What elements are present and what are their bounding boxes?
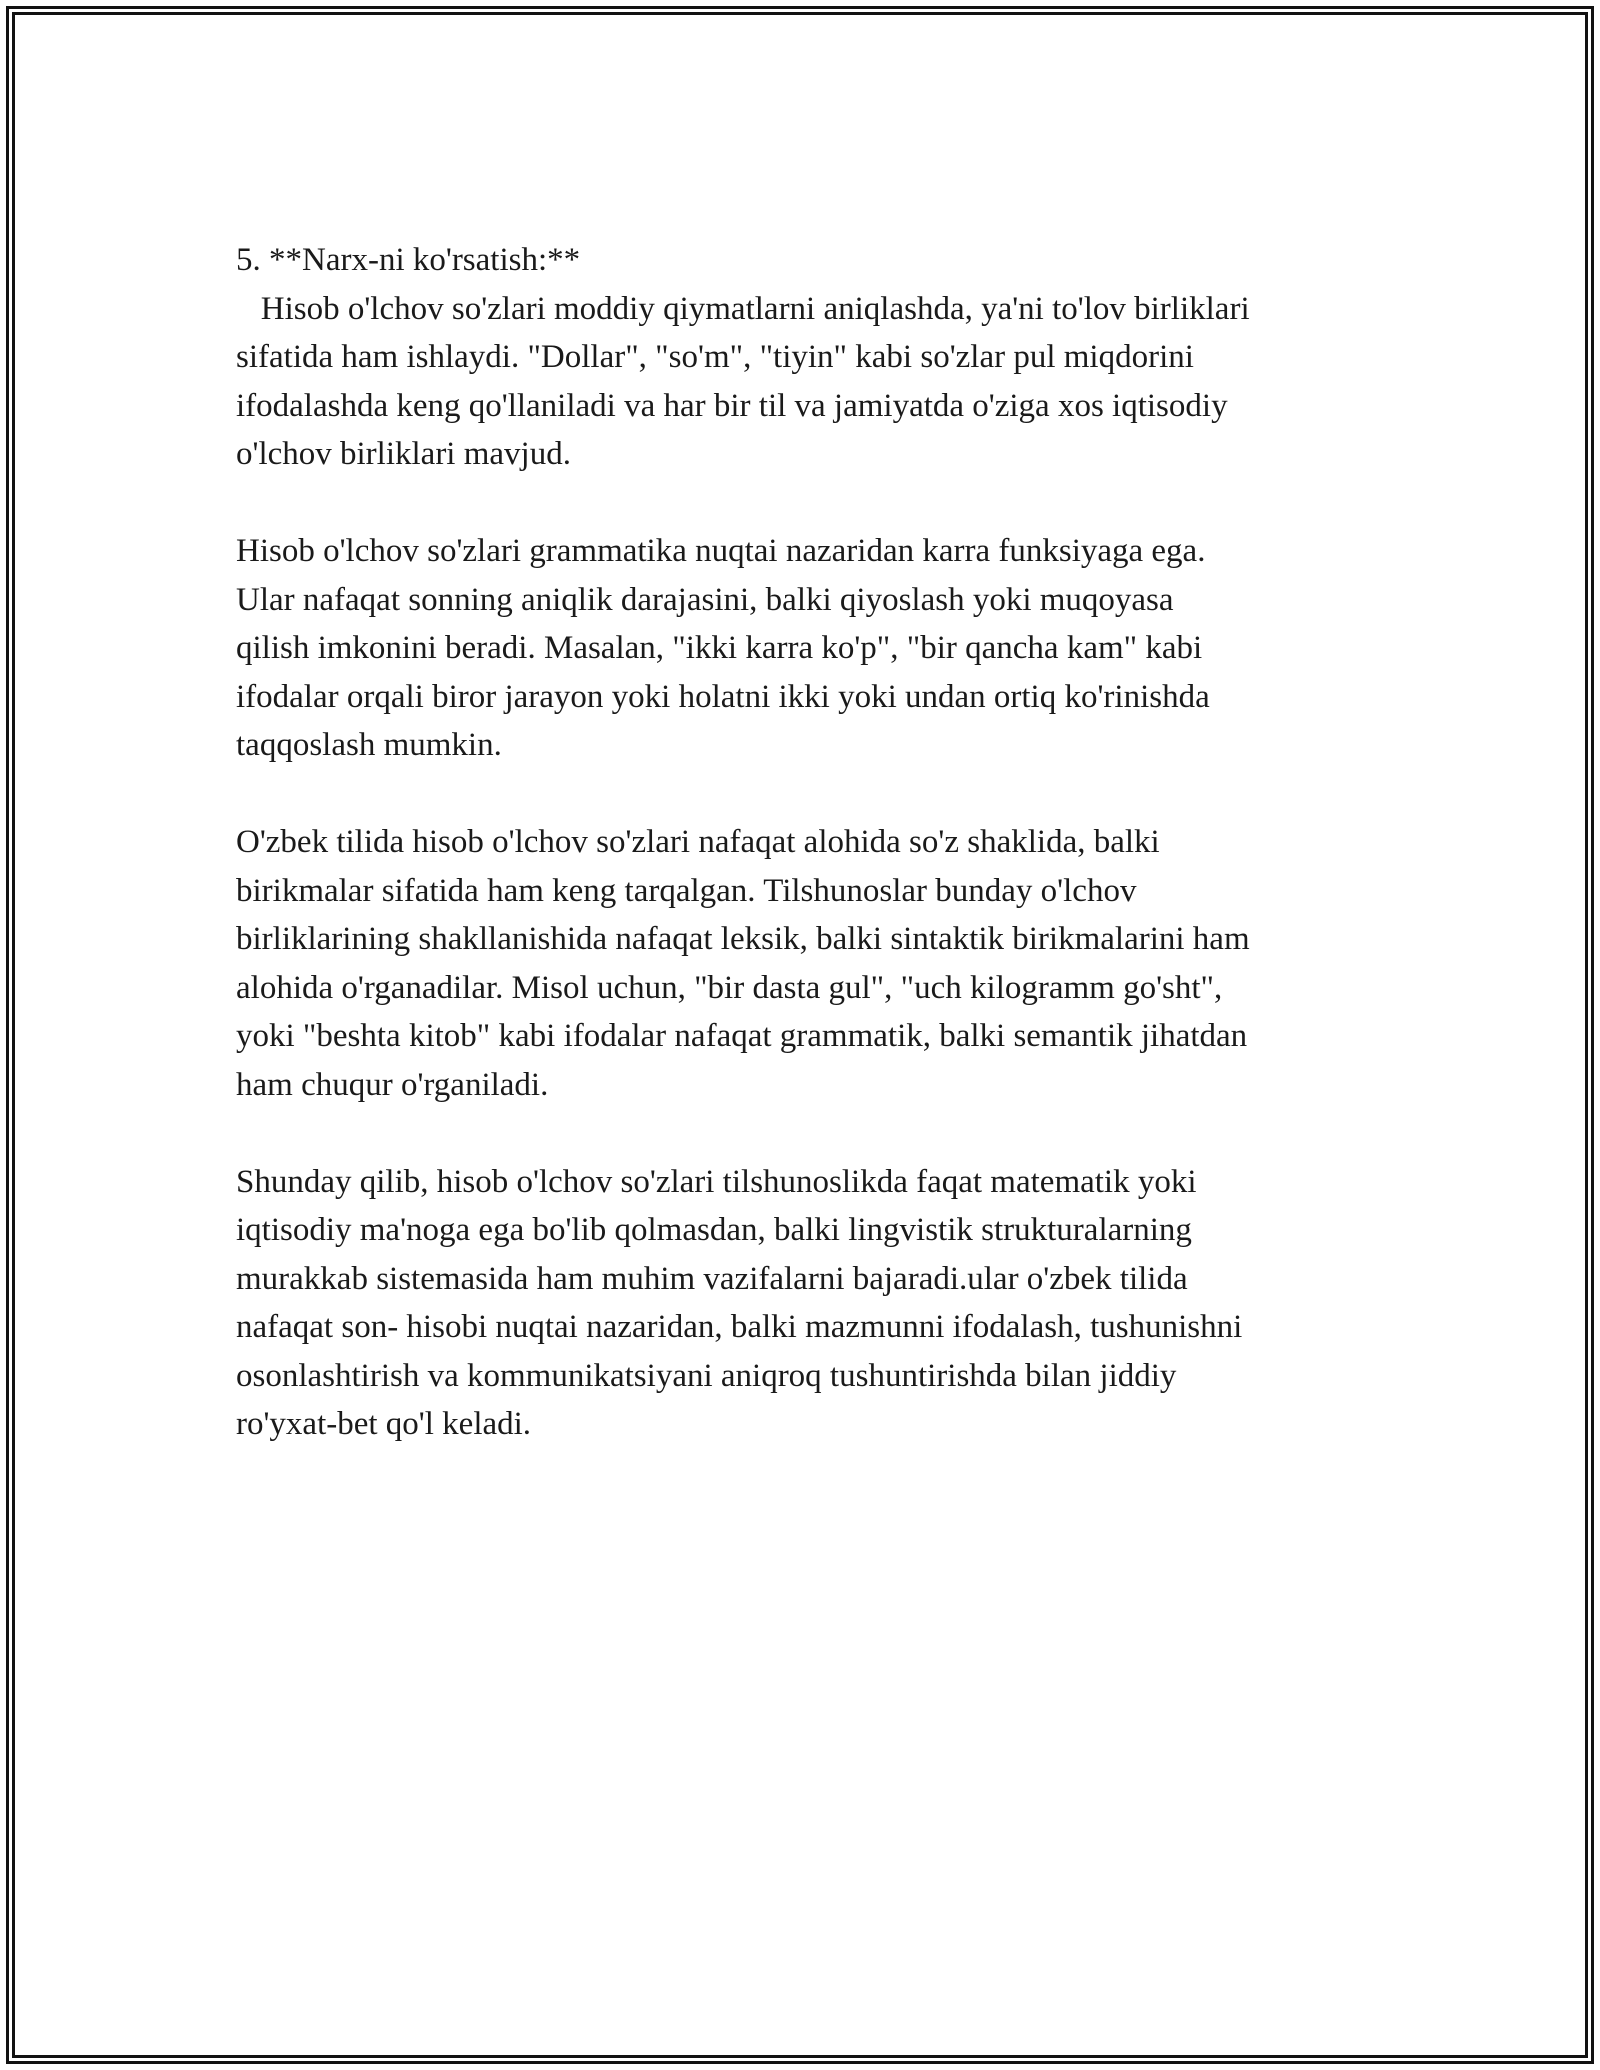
paragraph-grammar-function bbox=[236, 527, 1386, 770]
text-line: ham chuqur o'rganiladi. bbox=[236, 1066, 549, 1103]
paragraph-spacer bbox=[236, 1109, 1386, 1158]
paragraph-conclusion bbox=[236, 1158, 1386, 1449]
section-heading bbox=[236, 236, 1386, 285]
text-line: birikmalar sifatida ham keng tarqalgan. Tilshunoslar bunday o'lchov bbox=[236, 872, 1137, 909]
text-line: o'lchov birliklari mavjud. bbox=[236, 436, 571, 472]
text-line: murakkab sistemasida ham muhim vazifalarni bajaradi.ular o'zbek tilida bbox=[236, 1260, 1188, 1297]
text-line: osonlashtirish va kommunikatsiyani aniqroq tushuntirishda bilan jiddiy bbox=[236, 1357, 1177, 1394]
text-line: O'zbek tilida hisob o'lchov so'zlari nafaqat alohida so'z shaklida, balki bbox=[236, 824, 1160, 860]
text-line: ifodalashda keng qo'llaniladi va har bir til va jamiyatda o'ziga xos iqtisodiy bbox=[236, 387, 1228, 424]
paragraph-price-units bbox=[236, 285, 1386, 479]
text-line: birliklarining shakllanishida nafaqat leksik, balki sintaktik birikmalarini ham bbox=[236, 921, 1250, 957]
text-line: taqqoslash mumkin. bbox=[236, 727, 502, 763]
text-line: Hisob o'lchov so'zlari grammatika nuqtai nazaridan karra funksiyaga ega. bbox=[236, 533, 1206, 569]
heading-line: 5. **Narx-ni ko'rsatish:** bbox=[236, 242, 581, 278]
text-line: Hisob o'lchov so'zlari moddiy qiymatlarni aniqlashda, ya'ni to'lov birliklari bbox=[236, 290, 1250, 327]
text-line: sifatida ham ishlaydi. "Dollar", "so'm", "tiyin" kabi so'zlar pul miqdorini bbox=[236, 339, 1194, 375]
paragraph-uzbek-combinations bbox=[236, 818, 1386, 1109]
text-line: iqtisodiy ma'noga ega bo'lib qolmasdan, balki lingvistik strukturalarning bbox=[236, 1212, 1192, 1248]
text-line: Shunday qilib, hisob o'lchov so'zlari tilshunoslikda faqat matematik yoki bbox=[236, 1163, 1197, 1200]
text-line: alohida o'rganadilar. Misol uchun, "bir dasta gul", "uch kilogramm go'sht", bbox=[236, 969, 1223, 1006]
text-line: yoki "beshta kitob" kabi ifodalar nafaqat grammatik, balki semantik jihatdan bbox=[236, 1018, 1248, 1054]
text-line: ro'yxat-bet qo'l keladi. bbox=[236, 1406, 532, 1442]
text-line: qilish imkonini beradi. Masalan, "ikki karra ko'p", "bir qancha kam" kabi bbox=[236, 630, 1203, 666]
text-line: nafaqat son- hisobi nuqtai nazaridan, balki mazmunni ifodalash, tushunishni bbox=[236, 1309, 1243, 1345]
paragraph-spacer bbox=[236, 770, 1386, 819]
document-body bbox=[236, 236, 1386, 1449]
paragraph-spacer bbox=[236, 479, 1386, 528]
text-line: Ular nafaqat sonning aniqlik darajasini, balki qiyoslash yoki muqoyasa bbox=[236, 581, 1174, 618]
text-line: ifodalar orqali biror jarayon yoki holatni ikki yoki undan ortiq ko'rinishda bbox=[236, 678, 1210, 715]
